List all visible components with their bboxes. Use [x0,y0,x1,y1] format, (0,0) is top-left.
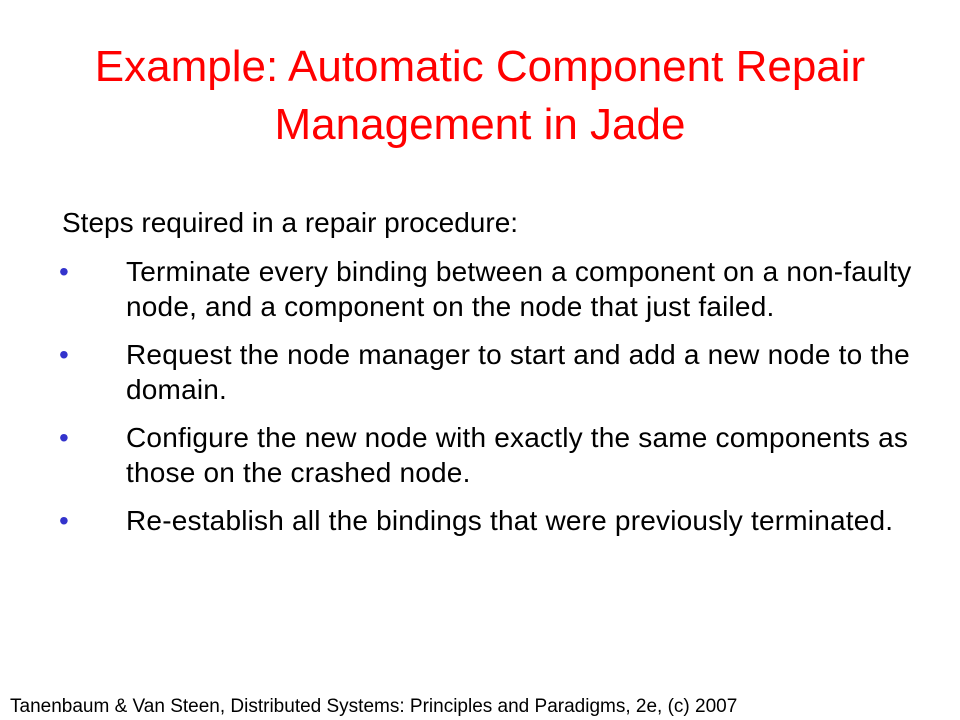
bullet-item [59,337,952,407]
bullet-item [59,254,952,324]
bullet-text: Request the node manager to start and add a new node to the domain. [126,339,910,405]
footer-citation: Tanenbaum & Van Steen, Distributed Systems: Principles and Paradigms, 2e, (c) 2007 [10,696,738,717]
bullet-icon: • [59,339,70,370]
bullet-list [59,254,952,551]
bullet-text: Terminate every binding between a component on a non-faulty node, and a component on the node that just failed. [126,256,912,322]
bullet-icon: • [59,422,70,453]
bullet-item [59,503,952,538]
bullet-text: Re-establish all the bindings that were previously terminated. [126,505,894,536]
intro-text: Steps required in a repair procedure: [62,207,519,238]
slide-title: Example: Automatic Component Repair Management in Jade [94,42,866,149]
bullet-icon: • [59,505,70,536]
bullet-item [59,420,952,490]
bullet-text: Configure the new node with exactly the same components as those on the crashed node. [126,422,909,488]
bullet-icon: • [59,256,70,287]
